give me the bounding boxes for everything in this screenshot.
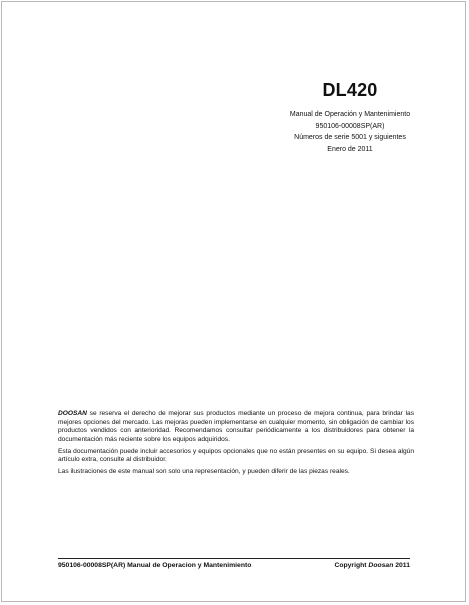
copyright-brand: Doosan	[368, 562, 394, 569]
publication-date: Enero de 2011	[327, 145, 373, 153]
manual-title: Manual de Operación y Mantenimiento	[289, 111, 411, 118]
serial-range: Números de serie 5001 y siguientes	[294, 134, 406, 141]
copyright-prefix: Copyright	[334, 562, 369, 569]
model-title: DL420	[322, 80, 378, 100]
footer	[58, 562, 410, 569]
notice-paragraph-1-text: se reserva el derecho de mejorar sus productos mediante un proceso de mejora continua, para brindar las mejores opciones del mercado. Las mejoras pueden implementarse en cualquier momento, sin obligación de cambiar los productos vendidos con anterioridad. Recomendamos consultar periódicamente a los distribuidores para obtener la documentación más reciente sobre los equipos adquiridos.	[58, 410, 414, 443]
notice-paragraph-2: Esta documentación puede incluir accesorios y equipos opcionales que no están presentes en su equipo. Si desea algún artículo extra, consulte al distribuidor.	[58, 447, 414, 464]
notice-paragraph-1	[58, 410, 414, 444]
copyright-year: 2011	[393, 562, 410, 569]
footer-document-id: 950106-00008SP(AR) Manual de Operacion y Mantenimiento	[58, 562, 252, 569]
notice-block	[58, 410, 414, 480]
part-number: 950106-00008SP(AR)	[315, 122, 385, 130]
title-block	[250, 80, 450, 155]
footer-copyright	[334, 562, 410, 569]
brand-name: DOOSAN	[58, 410, 87, 417]
footer-divider	[58, 558, 410, 559]
notice-paragraph-3: Las ilustraciones de este manual son solo una representación, y pueden diferir de las piezas reales.	[58, 468, 350, 476]
